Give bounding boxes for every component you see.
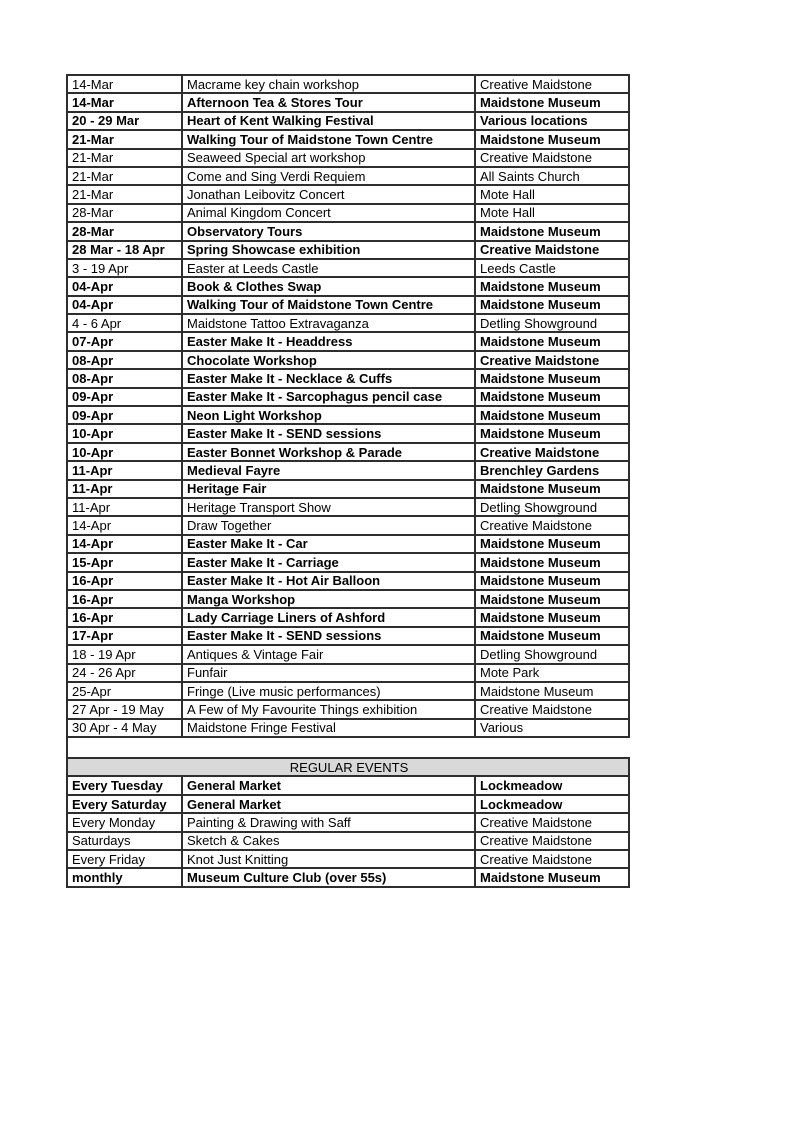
event-date-cell: 08-Apr: [67, 351, 182, 369]
event-event-cell: Seaweed Special art workshop: [182, 149, 475, 167]
event-location-cell: Leeds Castle: [475, 259, 629, 277]
event-location-cell: Mote Park: [475, 664, 629, 682]
event-location-cell: Maidstone Museum: [475, 222, 629, 240]
regular-event-location-cell: Lockmeadow: [475, 795, 629, 813]
event-row: [67, 424, 629, 442]
regular-event-event-cell: General Market: [182, 795, 475, 813]
regular-event-event-cell: Museum Culture Club (over 55s): [182, 868, 475, 886]
event-date-cell: 09-Apr: [67, 406, 182, 424]
event-location-cell: Various: [475, 719, 629, 737]
event-location-cell: Maidstone Museum: [475, 93, 629, 111]
event-row: [67, 682, 629, 700]
event-date-cell: 20 - 29 Mar: [67, 112, 182, 130]
event-date-cell: 16-Apr: [67, 608, 182, 626]
regular-event-date-cell: Every Saturday: [67, 795, 182, 813]
event-row: [67, 443, 629, 461]
event-row: [67, 700, 629, 718]
event-date-cell: 4 - 6 Apr: [67, 314, 182, 332]
event-event-cell: Easter Make It - Sarcophagus pencil case: [182, 388, 475, 406]
event-row: [67, 719, 629, 737]
event-row: [67, 93, 629, 111]
event-location-cell: Creative Maidstone: [475, 443, 629, 461]
event-event-cell: Maidstone Tattoo Extravaganza: [182, 314, 475, 332]
event-date-cell: 14-Apr: [67, 535, 182, 553]
event-location-cell: Maidstone Museum: [475, 682, 629, 700]
regular-event-date-cell: Every Monday: [67, 813, 182, 831]
regular-event-event-cell: Painting & Drawing with Saff: [182, 813, 475, 831]
event-location-cell: Maidstone Museum: [475, 572, 629, 590]
event-date-cell: 30 Apr - 4 May: [67, 719, 182, 737]
event-event-cell: Come and Sing Verdi Requiem: [182, 167, 475, 185]
event-location-cell: Maidstone Museum: [475, 130, 629, 148]
event-date-cell: 28-Mar: [67, 222, 182, 240]
event-event-cell: Heritage Transport Show: [182, 498, 475, 516]
regular-events-table: [66, 757, 630, 888]
event-date-cell: 16-Apr: [67, 572, 182, 590]
event-row: [67, 627, 629, 645]
regular-event-row: [67, 795, 629, 813]
event-location-cell: Brenchley Gardens: [475, 461, 629, 479]
event-row: [67, 645, 629, 663]
event-row: [67, 369, 629, 387]
table-gap-spacer: [66, 738, 628, 757]
regular-event-location-cell: Lockmeadow: [475, 776, 629, 794]
event-event-cell: Heritage Fair: [182, 480, 475, 498]
event-location-cell: Maidstone Museum: [475, 369, 629, 387]
regular-event-event-cell: Knot Just Knitting: [182, 850, 475, 868]
event-date-cell: 07-Apr: [67, 332, 182, 350]
event-location-cell: Maidstone Museum: [475, 535, 629, 553]
event-event-cell: A Few of My Favourite Things exhibition: [182, 700, 475, 718]
event-row: [67, 553, 629, 571]
event-date-cell: 17-Apr: [67, 627, 182, 645]
event-location-cell: Maidstone Museum: [475, 277, 629, 295]
event-event-cell: Animal Kingdom Concert: [182, 204, 475, 222]
event-date-cell: 16-Apr: [67, 590, 182, 608]
event-date-cell: 10-Apr: [67, 443, 182, 461]
event-date-cell: 21-Mar: [67, 185, 182, 203]
event-row: [67, 277, 629, 295]
event-date-cell: 27 Apr - 19 May: [67, 700, 182, 718]
event-date-cell: 09-Apr: [67, 388, 182, 406]
event-event-cell: Easter Make It - SEND sessions: [182, 424, 475, 442]
event-location-cell: Maidstone Museum: [475, 332, 629, 350]
regular-event-date-cell: monthly: [67, 868, 182, 886]
event-event-cell: Easter Make It - Necklace & Cuffs: [182, 369, 475, 387]
event-row: [67, 185, 629, 203]
regular-event-location-cell: Maidstone Museum: [475, 868, 629, 886]
regular-event-location-cell: Creative Maidstone: [475, 813, 629, 831]
event-location-cell: Maidstone Museum: [475, 480, 629, 498]
event-event-cell: Easter Bonnet Workshop & Parade: [182, 443, 475, 461]
regular-event-row: [67, 776, 629, 794]
event-row: [67, 388, 629, 406]
event-location-cell: Mote Hall: [475, 204, 629, 222]
event-location-cell: Maidstone Museum: [475, 608, 629, 626]
event-row: [67, 130, 629, 148]
event-event-cell: Easter at Leeds Castle: [182, 259, 475, 277]
event-date-cell: 04-Apr: [67, 296, 182, 314]
event-row: [67, 608, 629, 626]
events-table: [66, 74, 630, 738]
event-row: [67, 75, 629, 93]
event-location-cell: Creative Maidstone: [475, 700, 629, 718]
event-event-cell: Fringe (Live music performances): [182, 682, 475, 700]
event-row: [67, 259, 629, 277]
event-row: [67, 498, 629, 516]
event-event-cell: Observatory Tours: [182, 222, 475, 240]
regular-event-location-cell: Creative Maidstone: [475, 850, 629, 868]
event-location-cell: Creative Maidstone: [475, 149, 629, 167]
event-location-cell: Detling Showground: [475, 314, 629, 332]
event-location-cell: All Saints Church: [475, 167, 629, 185]
event-date-cell: 11-Apr: [67, 480, 182, 498]
event-date-cell: 21-Mar: [67, 130, 182, 148]
event-event-cell: Jonathan Leibovitz Concert: [182, 185, 475, 203]
event-date-cell: 25-Apr: [67, 682, 182, 700]
event-event-cell: Manga Workshop: [182, 590, 475, 608]
event-date-cell: 14-Mar: [67, 93, 182, 111]
event-row: [67, 406, 629, 424]
event-event-cell: Antiques & Vintage Fair: [182, 645, 475, 663]
regular-event-location-cell: Creative Maidstone: [475, 832, 629, 850]
event-location-cell: Maidstone Museum: [475, 424, 629, 442]
event-row: [67, 461, 629, 479]
event-row: [67, 222, 629, 240]
event-event-cell: Afternoon Tea & Stores Tour: [182, 93, 475, 111]
event-row: [67, 516, 629, 534]
event-event-cell: Spring Showcase exhibition: [182, 241, 475, 259]
event-date-cell: 3 - 19 Apr: [67, 259, 182, 277]
event-event-cell: Neon Light Workshop: [182, 406, 475, 424]
event-date-cell: 14-Apr: [67, 516, 182, 534]
event-date-cell: 24 - 26 Apr: [67, 664, 182, 682]
event-location-cell: Maidstone Museum: [475, 406, 629, 424]
event-event-cell: Easter Make It - SEND sessions: [182, 627, 475, 645]
event-row: [67, 204, 629, 222]
event-event-cell: Book & Clothes Swap: [182, 277, 475, 295]
event-row: [67, 241, 629, 259]
event-date-cell: 28-Mar: [67, 204, 182, 222]
event-row: [67, 572, 629, 590]
event-event-cell: Medieval Fayre: [182, 461, 475, 479]
event-event-cell: Draw Together: [182, 516, 475, 534]
event-location-cell: Maidstone Museum: [475, 590, 629, 608]
regular-event-event-cell: General Market: [182, 776, 475, 794]
regular-events-section-title: REGULAR EVENTS: [67, 758, 629, 776]
event-event-cell: Easter Make It - Car: [182, 535, 475, 553]
regular-event-event-cell: Sketch & Cakes: [182, 832, 475, 850]
event-row: [67, 296, 629, 314]
event-date-cell: 21-Mar: [67, 149, 182, 167]
event-date-cell: 11-Apr: [67, 498, 182, 516]
event-event-cell: Lady Carriage Liners of Ashford: [182, 608, 475, 626]
event-date-cell: 14-Mar: [67, 75, 182, 93]
regular-event-date-cell: Saturdays: [67, 832, 182, 850]
event-row: [67, 314, 629, 332]
event-date-cell: 04-Apr: [67, 277, 182, 295]
event-location-cell: Creative Maidstone: [475, 241, 629, 259]
event-row: [67, 480, 629, 498]
event-event-cell: Easter Make It - Carriage: [182, 553, 475, 571]
event-date-cell: 21-Mar: [67, 167, 182, 185]
event-location-cell: Detling Showground: [475, 498, 629, 516]
event-date-cell: 11-Apr: [67, 461, 182, 479]
event-location-cell: Various locations: [475, 112, 629, 130]
event-row: [67, 167, 629, 185]
event-event-cell: Maidstone Fringe Festival: [182, 719, 475, 737]
regular-event-row: [67, 868, 629, 886]
event-location-cell: Detling Showground: [475, 645, 629, 663]
event-location-cell: Creative Maidstone: [475, 516, 629, 534]
event-date-cell: 15-Apr: [67, 553, 182, 571]
regular-events-header-row: [67, 758, 629, 776]
regular-event-row: [67, 813, 629, 831]
event-row: [67, 535, 629, 553]
regular-event-row: [67, 832, 629, 850]
event-location-cell: Maidstone Museum: [475, 553, 629, 571]
event-event-cell: Walking Tour of Maidstone Town Centre: [182, 296, 475, 314]
regular-event-row: [67, 850, 629, 868]
event-row: [67, 112, 629, 130]
regular-event-date-cell: Every Friday: [67, 850, 182, 868]
event-event-cell: Macrame key chain workshop: [182, 75, 475, 93]
event-event-cell: Walking Tour of Maidstone Town Centre: [182, 130, 475, 148]
event-row: [67, 351, 629, 369]
event-location-cell: Maidstone Museum: [475, 388, 629, 406]
event-location-cell: Creative Maidstone: [475, 351, 629, 369]
event-event-cell: Easter Make It - Hot Air Balloon: [182, 572, 475, 590]
event-location-cell: Maidstone Museum: [475, 627, 629, 645]
event-row: [67, 332, 629, 350]
event-row: [67, 664, 629, 682]
event-location-cell: Mote Hall: [475, 185, 629, 203]
event-date-cell: 10-Apr: [67, 424, 182, 442]
event-event-cell: Heart of Kent Walking Festival: [182, 112, 475, 130]
event-row: [67, 149, 629, 167]
event-event-cell: Easter Make It - Headdress: [182, 332, 475, 350]
event-event-cell: Funfair: [182, 664, 475, 682]
event-date-cell: 08-Apr: [67, 369, 182, 387]
event-row: [67, 590, 629, 608]
events-document: [66, 74, 628, 888]
regular-event-date-cell: Every Tuesday: [67, 776, 182, 794]
event-location-cell: Maidstone Museum: [475, 296, 629, 314]
event-event-cell: Chocolate Workshop: [182, 351, 475, 369]
event-location-cell: Creative Maidstone: [475, 75, 629, 93]
event-date-cell: 28 Mar - 18 Apr: [67, 241, 182, 259]
event-date-cell: 18 - 19 Apr: [67, 645, 182, 663]
